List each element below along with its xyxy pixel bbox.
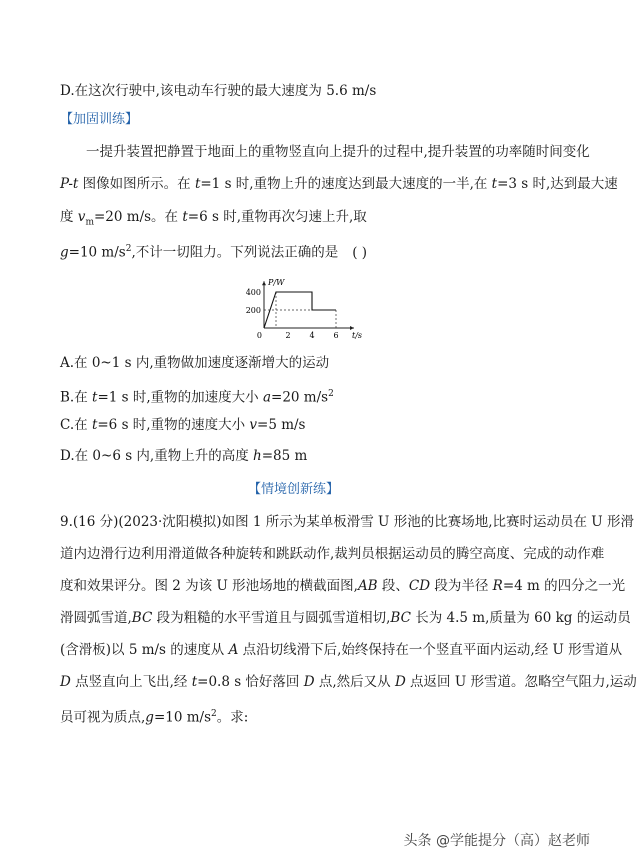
a-point: A	[228, 642, 239, 658]
superscript: 2	[328, 389, 334, 399]
t-var: t	[491, 176, 498, 192]
d-point: D	[60, 674, 71, 690]
a-var: a	[262, 389, 272, 406]
t-var: t	[92, 389, 98, 406]
section-label-reinforcement: 【加固训练】	[60, 112, 139, 127]
text: 长为 4.5 m,质量为 60 kg 的运动员	[410, 610, 631, 626]
subscript-m: m	[85, 217, 94, 228]
t-var: t	[191, 674, 198, 690]
r-var: R	[492, 578, 503, 594]
text: =20 m/s。在	[93, 209, 183, 225]
text: =10 m/s	[153, 709, 212, 726]
t-var: t	[182, 209, 188, 225]
power-time-chart	[238, 264, 368, 340]
text: =6 s 时,重物的速度大小	[97, 417, 250, 433]
text: =3 s 时,达到最大速	[497, 176, 618, 192]
x-tick-label: 6	[333, 331, 339, 340]
text: 点,然后又从	[314, 674, 395, 690]
text: 点返回 U 形雪道。忽略空气阻力,运动	[405, 674, 637, 690]
text: ,不计一切阻力。下列说法正确的是	[131, 244, 339, 261]
text: 。求:	[216, 709, 249, 726]
option-d	[60, 447, 307, 465]
text: 点竖直向上飞出,经	[70, 674, 192, 690]
ab-var: AB	[357, 578, 378, 594]
text: 滑圆弧雪道,	[60, 610, 132, 626]
y-tick-label: 200	[245, 306, 261, 315]
x-axis-label: t/s	[352, 331, 363, 340]
q9-line-7	[60, 705, 248, 727]
pt-symbol: P-t	[60, 176, 79, 192]
g-var: g	[145, 709, 154, 726]
text: =6 s 时,重物再次匀速上升,取	[187, 209, 367, 225]
text: B.在	[60, 389, 93, 406]
problem-line-4	[60, 240, 367, 262]
t-var: t	[91, 417, 98, 433]
option-d-text: D.在这次行驶中,该电动车行驶的最大速度为 5.6 m/s	[60, 83, 377, 99]
y-axis-label: P/W	[268, 278, 285, 288]
q9-line-6	[60, 673, 637, 691]
option-a: A.在 0~1 s 内,重物做加速度逐渐增大的运动	[60, 355, 330, 371]
q9-line-2: 道内边滑行边利用滑道做各种旋转和跳跃动作,裁判员根据运动员的腾空高度、完成的动作难	[60, 546, 605, 562]
d-point: D	[394, 674, 406, 690]
cd-var: CD	[408, 578, 431, 594]
text: =5 m/s	[257, 417, 306, 433]
text: 段为粗糙的水平雪道且与圆弧雪道相切,	[152, 610, 391, 626]
q9-line-5	[60, 641, 622, 659]
text: 段、	[377, 578, 409, 594]
problem-line-1: 一提升装置把静置于地面上的重物竖直向上提升的过程中,提升装置的功率随时间变化	[86, 144, 590, 160]
text: 员可视为质点,	[60, 709, 146, 726]
x-tick-label: 4	[309, 331, 315, 340]
superscript: 2	[125, 244, 132, 254]
text: 段为半径	[430, 578, 493, 594]
text: =1 s 时,重物上升的速度达到最大速度的一半,在	[200, 176, 492, 192]
text: (含滑板)以 5 m/s 的速度从	[60, 642, 229, 658]
text: =20 m/s	[271, 389, 329, 406]
section-label-innovation: 【情境创新练】	[248, 482, 340, 497]
x-tick-label: 2	[285, 331, 291, 340]
v-var: v	[249, 417, 258, 433]
problem-line-3	[60, 208, 367, 232]
text: 度和效果评分。图 2 为该 U 形池场地的横截面图,	[60, 578, 358, 594]
origin-label: 0	[256, 331, 262, 340]
y-tick-label: 400	[245, 288, 261, 297]
text: 度	[60, 209, 78, 225]
v-var: v	[77, 209, 86, 225]
option-b	[60, 385, 334, 407]
t-var: t	[194, 176, 201, 192]
option-c	[60, 416, 306, 434]
text: =0.8 s 恰好落回	[197, 674, 304, 690]
q9-line-3	[60, 577, 625, 595]
h-var: h	[253, 448, 262, 464]
text: D.在 0~6 s 内,重物上升的高度	[60, 448, 254, 464]
text: =4 m 的四分之一光	[502, 578, 626, 594]
g-var: g	[60, 244, 69, 261]
text: C.在	[60, 417, 92, 433]
text: 图像如图所示。在	[78, 176, 195, 192]
watermark: 头条 @学能提分（高）赵老师	[403, 833, 590, 849]
x-axis-arrow	[350, 326, 354, 330]
problem-line-2	[60, 175, 618, 193]
text: =1 s 时,重物的加速度大小	[97, 389, 263, 406]
bc-var: BC	[390, 610, 411, 626]
q9-line-4	[60, 609, 631, 627]
answer-blank: ( )	[352, 244, 368, 261]
y-axis-arrow	[262, 281, 266, 285]
text: =85 m	[261, 448, 308, 464]
q9-line-1: 9.(16 分)(2023·沈阳模拟)如图 1 所示为某单板滑雪 U 形池的比赛场地,比赛时运动员在 U 形滑	[60, 514, 634, 530]
text: =10 m/s	[68, 244, 126, 261]
bc-var: BC	[131, 610, 153, 626]
d-point: D	[303, 674, 315, 690]
text: 点沿切线滑下后,始终保持在一个竖直平面内运动,经 U 形雪道从	[238, 642, 623, 658]
option-d-previous	[60, 82, 376, 100]
superscript: 2	[211, 709, 217, 719]
